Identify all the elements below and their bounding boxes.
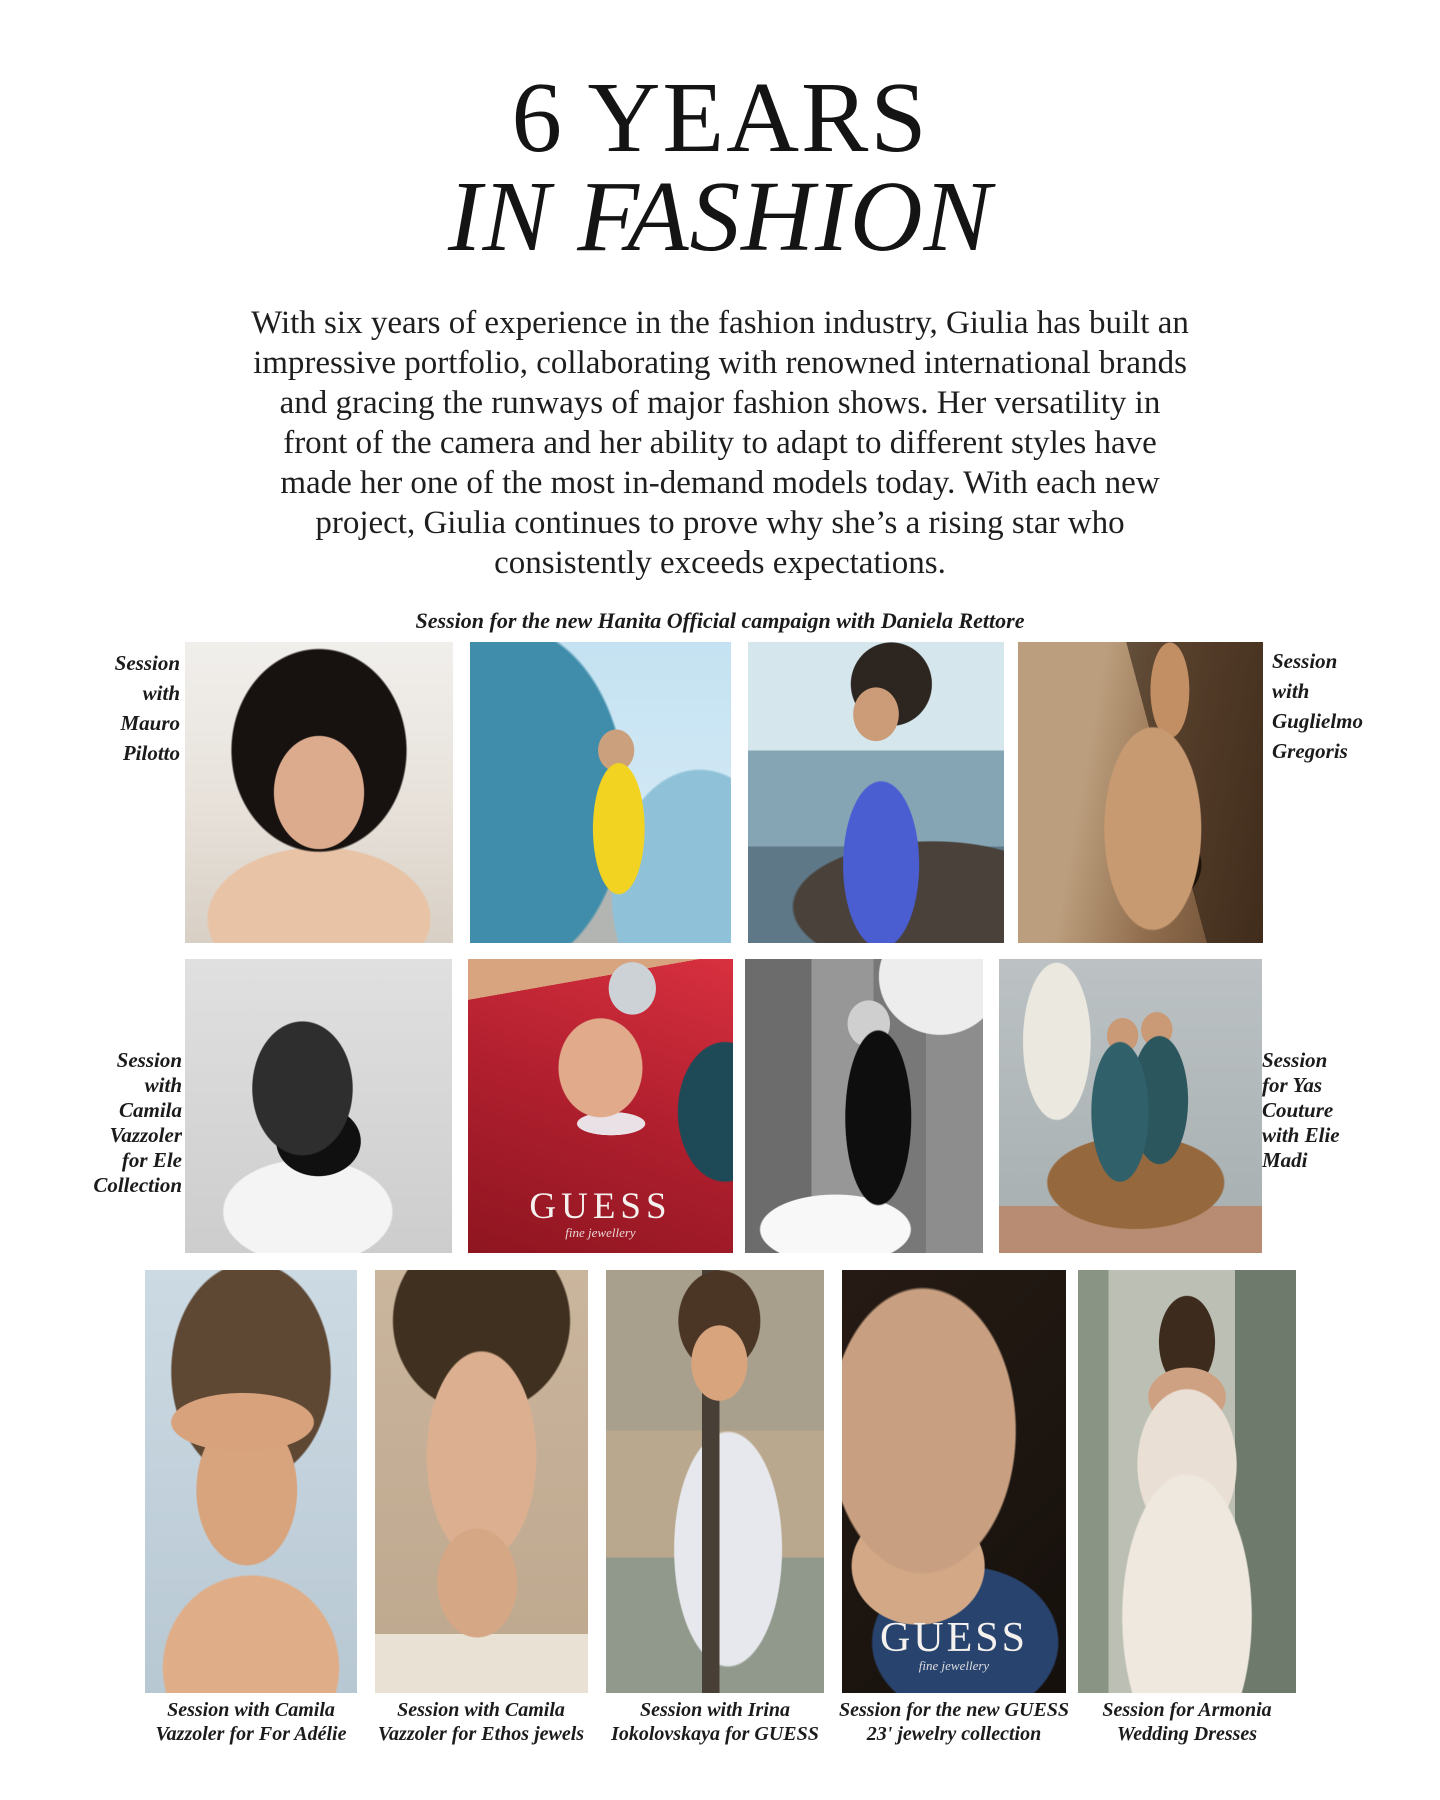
caption-ethos-jewels: Session with Camila Vazzoler for Ethos jewels [377,1699,585,1745]
caption-for-adelie: Session with Camila Vazzoler for For Adélie [155,1699,347,1745]
intro-line: made her one of the most in-demand models today. With each new [280,465,1160,501]
guess-wordmark: GUESS [879,1614,1029,1661]
guess-logo [842,1614,1066,1673]
caption-mauro-pilotto: Session with Mauro Pilotto [114,651,180,765]
photo-yellow-dress-car [470,642,731,943]
photo-guess-navy [842,1270,1066,1693]
photo-wedding-dress [1078,1270,1296,1693]
intro-paragraph [115,303,1325,583]
guess-tagline: fine jewellery [565,1225,636,1241]
title-line-1: 6 YEARS [511,61,929,173]
caption-guglielmo-gregoris: Session with Guglielmo Gregoris [1272,649,1364,763]
caption-yas-couture-elie-madi: Session for Yas Couture with Elie Madi [1262,1048,1340,1172]
photo-portrait-bob [185,642,453,943]
photo-bw-chair [185,959,452,1253]
guess-tagline: fine jewellery [918,1657,990,1673]
intro-line: With six years of experience in the fashion industry, Giulia has built an [251,305,1189,341]
photo-two-models-window [999,959,1262,1253]
caption-camila-vazzoler-ele: Session with Camila Vazzoler for Ele Collection [93,1048,182,1197]
title-line-2: IN FASHION [448,160,992,272]
caption-armonia-wedding: Session for Armonia Wedding Dresses [1102,1699,1272,1745]
guess-logo [468,1188,733,1240]
photo-black-lingerie [1018,642,1263,943]
caption-guess-jewelry: Session for the new GUESS 23' jewelry collection [838,1699,1070,1745]
photo-pole-pattern-outfit [606,1270,824,1693]
photo-blue-dress-sea [748,642,1004,943]
caption-hanita-campaign: Session for the new Hanita Official campaign with Daniela Rettore [415,608,1025,633]
photo-shielding-eyes [145,1270,357,1693]
intro-line: impressive portfolio, collaborating with renowned international brands [253,345,1187,381]
photo-guess-red [468,959,733,1253]
caption-irina-guess: Session with Irina Iokolovskaya for GUESS [611,1699,819,1745]
guess-wordmark: GUESS [529,1186,672,1228]
intro-line: and gracing the runways of major fashion shows. Her versatility in [279,385,1161,421]
intro-line: consistently exceeds expectations. [494,545,946,581]
intro-line: front of the camera and her ability to adapt to different styles have [283,425,1157,461]
page-title [0,61,1440,272]
intro-line: project, Giulia continues to prove why she’s a rising star who [315,505,1125,541]
photo-beige-closeup [375,1270,588,1693]
photo-bw-street [745,959,983,1253]
